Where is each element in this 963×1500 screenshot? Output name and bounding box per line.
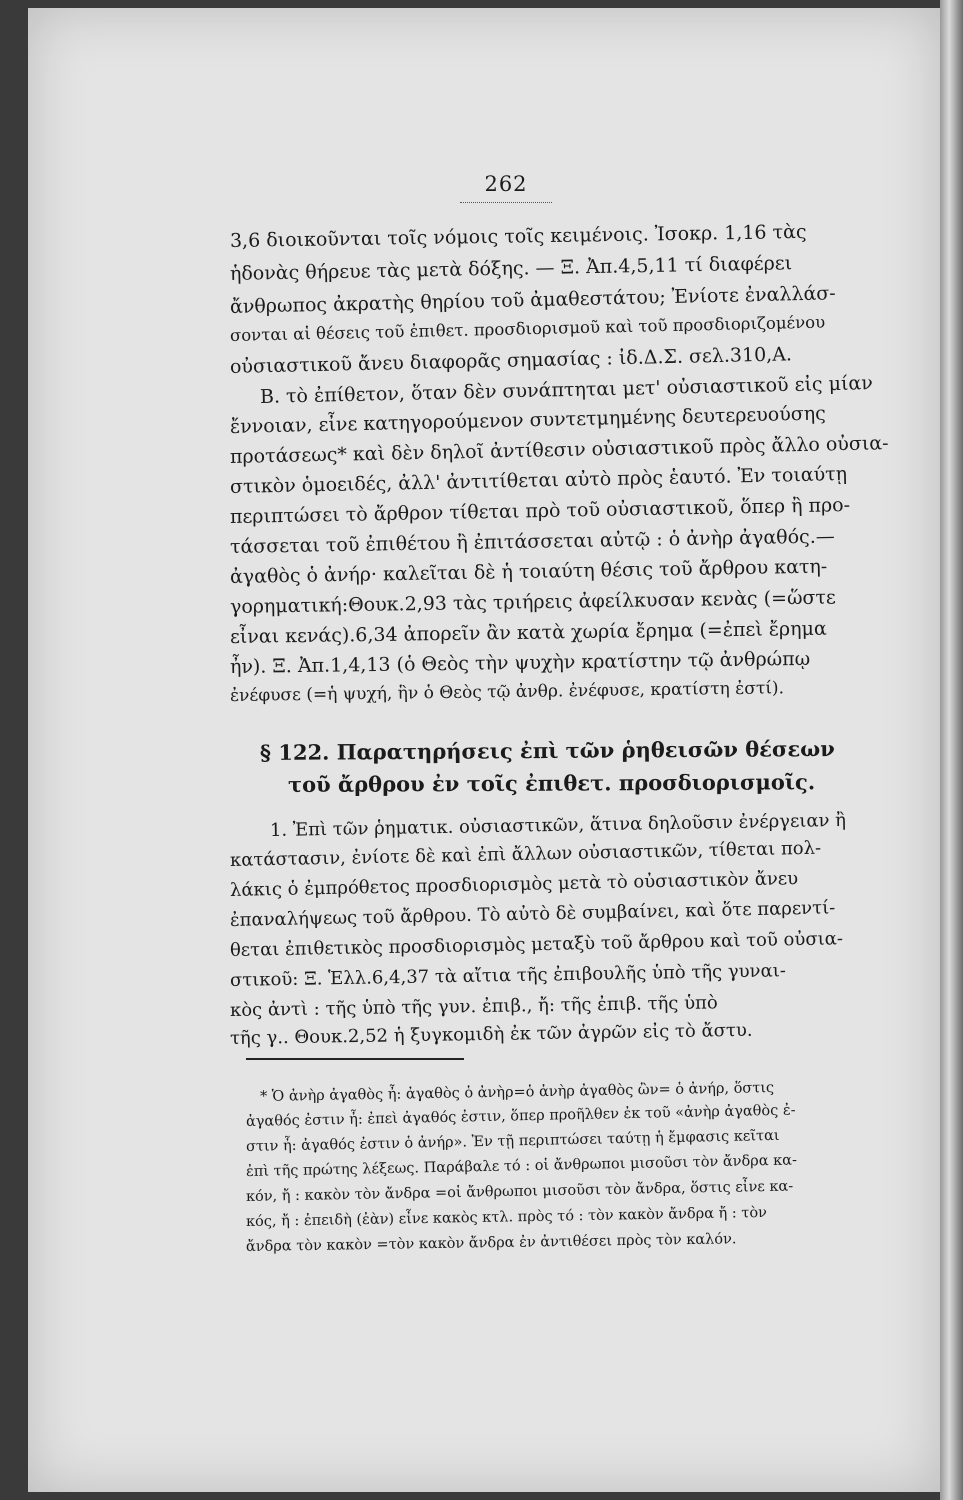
section-heading: τοῦ ἄρθρου ἐν τοῖς ἐπιθετ. προσδιορισμοῖς.	[287, 769, 816, 797]
section-line: λάκις ὁ ἐμπρόθετος προσδιορισμὸς μετὰ τὸ οὐσιαστικὸν ἄνευ	[229, 868, 799, 901]
body-line: σονται αἱ θέσεις τοῦ ἐπιθετ. προσδιορισμοῦ καὶ τοῦ προσδιοριζομένου	[229, 312, 826, 345]
section-line: ἐπαναλήψεως τοῦ ἄρθρου. Τὸ αὐτὸ δὲ συμβαίνει, καὶ ὅτε παρεντί-	[229, 897, 836, 931]
section-line: στικοῦ: Ξ. Ἑλλ.6,4,37 τὰ αἴτια τῆς ἐπιβουλῆς ὑπὸ τῆς γυναι-	[229, 960, 787, 991]
body-line: περιπτώσει τὸ ἄρθρον τίθεται πρὸ τοῦ οὐσιαστικοῦ, ὅπερ ἢ προ-	[229, 494, 851, 528]
next-page-edge	[940, 0, 963, 1500]
body-line: γορηματική:Θουκ.2,93 τὰς τριήρεις ἀφείλκυσαν κενὰς (=ὥστε	[229, 586, 836, 618]
body-line: εἶναι κενάς).6,34 ἀπορεῖν ἂν κατὰ χωρία ἔρημα (=ἐπεὶ ἔρημα	[229, 617, 827, 648]
page-number: 262	[460, 172, 552, 203]
body-line: ἀγαθὸς ὁ ἀνήρ· καλεῖται δὲ ἡ τοιαύτη θέσις τοῦ ἄρθρου κατη-	[229, 555, 828, 588]
body-line: ἦν). Ξ. Ἀπ.1,4,13 (ὁ Θεὸς τὴν ψυχὴν κρατίστην τῷ ἀνθρώπῳ	[229, 647, 811, 678]
section-line: θεται ἐπιθετικὸς προσδιορισμὸς μεταξὺ τοῦ ἄρθρου καὶ τοῦ οὐσια-	[229, 928, 844, 961]
section-line: κατάστασιν, ἐνίοτε δὲ καὶ ἐπὶ ἄλλων οὐσιαστικῶν, τίθεται πολ-	[229, 837, 822, 871]
footnote-line: κός, ἤ : ἐπειδὴ (ἐὰν) εἶνε κακὸς κτλ. πρὸς τό : τὸν κακὸν ἄνδρα ἤ : τὸν	[245, 1204, 768, 1230]
section-line: κὸς ἀντὶ : τῆς ὑπὸ τῆς γυν. ἐπιβ., ἤ: τῆς ἐπιβ. τῆς ὑπὸ	[229, 992, 718, 1021]
body-line: Β. τὸ ἐπίθετον, ὅταν δὲν συνάπτηται μετ' οὐσιαστικοῦ εἰς μίαν	[259, 372, 874, 408]
body-line: ἐνέφυσε (=ἡ ψυχή, ἣν ὁ Θεὸς τῷ ἀνθρ. ἐνέφυσε, κρατίστη ἐστί).	[229, 678, 785, 706]
footnote-line: στιν ἦ: ἀγαθός ἐστιν ὁ ἀνήρ». Ἐν τῇ περιπτώσει ταύτῃ ἡ ἔμφασις κεῖται	[245, 1127, 780, 1155]
body-line: 3,6 διοικοῦνται τοῖς νόμοις τοῖς κειμένοις. Ἰσοκρ. 1,16 τὰς	[229, 220, 807, 252]
body-line: στικὸν ὁμοειδές, ἀλλ' ἀντιτίθεται αὐτὸ πρὸς ἑαυτό. Ἐν τοιαύτῃ	[229, 463, 848, 498]
section-line: τῆς γ.. Θουκ.2,52 ἡ ξυγκομιδὴ ἐκ τῶν ἀγρῶν εἰς τὸ ἄστυ.	[229, 1019, 753, 1049]
body-line: προτάσεως* καὶ δὲν δηλοῖ ἀντίθεσιν οὐσιαστικοῦ πρὸς ἄλλο οὐσια-	[229, 432, 889, 468]
section-heading: § 122. Παρατηρήσεις ἐπὶ τῶν ῥηθεισῶν θέσεων	[259, 735, 835, 765]
footnote-divider	[246, 1058, 464, 1060]
footnote-line: ἄνδρα τὸν κακὸν =τὸν κακὸν ἄνδρα ἐν ἀντιθέσει πρὸς τὸν καλόν.	[245, 1231, 737, 1255]
section-line: 1. Ἐπὶ τῶν ῥηματικ. οὐσιαστικῶν, ἅτινα δηλοῦσιν ἐνέργειαν ἢ	[269, 809, 847, 841]
body-line: ἄνθρωπος ἀκρατὴς θηρίου τοῦ ἀμαθεστάτου; Ἐνίοτε ἐναλλάσ-	[229, 282, 836, 318]
body-line: ἡδονὰς θήρευε τὰς μετὰ δόξης. — Ξ. Ἀπ.4,5,11 τί διαφέρει	[229, 252, 793, 285]
footnote-line: ἀγαθός ἐστιν ἦ: ἐπεὶ ἀγαθός ἐστιν, ὅπερ προῆλθεν ἐκ τοῦ «ἀνὴρ ἀγαθὸς ἐ-	[245, 1102, 796, 1130]
body-line: οὐσιαστικοῦ ἄνευ διαφορᾶς σημασίας : ἰδ.Δ.Σ. σελ.310,Α.	[229, 343, 793, 378]
footnote-line: κόν, ἤ : κακὸν τὸν ἄνδρα =οἱ ἄνθρωποι μισοῦσι τὸν ἄνδρα, ὅστις εἶνε κα-	[245, 1178, 794, 1205]
footnote-line: ἐπὶ τῆς πρώτης λέξεως. Παράβαλε τό : οἱ ἄνθρωποι μισοῦσι τὸν ἄνδρα κα-	[245, 1152, 798, 1180]
body-line: ἔννοιαν, εἶνε κατηγορούμενον συντετμημένης δευτερευούσης	[229, 402, 826, 438]
footnote-line: * Ὁ ἀνὴρ ἀγαθὸς ἦ: ἀγαθὸς ὁ ἀνὴρ=ὁ ἀνὴρ ἀγαθὸς ὢν= ὁ ἀνήρ, ὅστις	[259, 1080, 775, 1105]
body-line: τάσσεται τοῦ ἐπιθέτου ἢ ἐπιτάσσεται αὐτῷ : ὁ ἀνὴρ ἀγαθός.—	[229, 525, 835, 558]
